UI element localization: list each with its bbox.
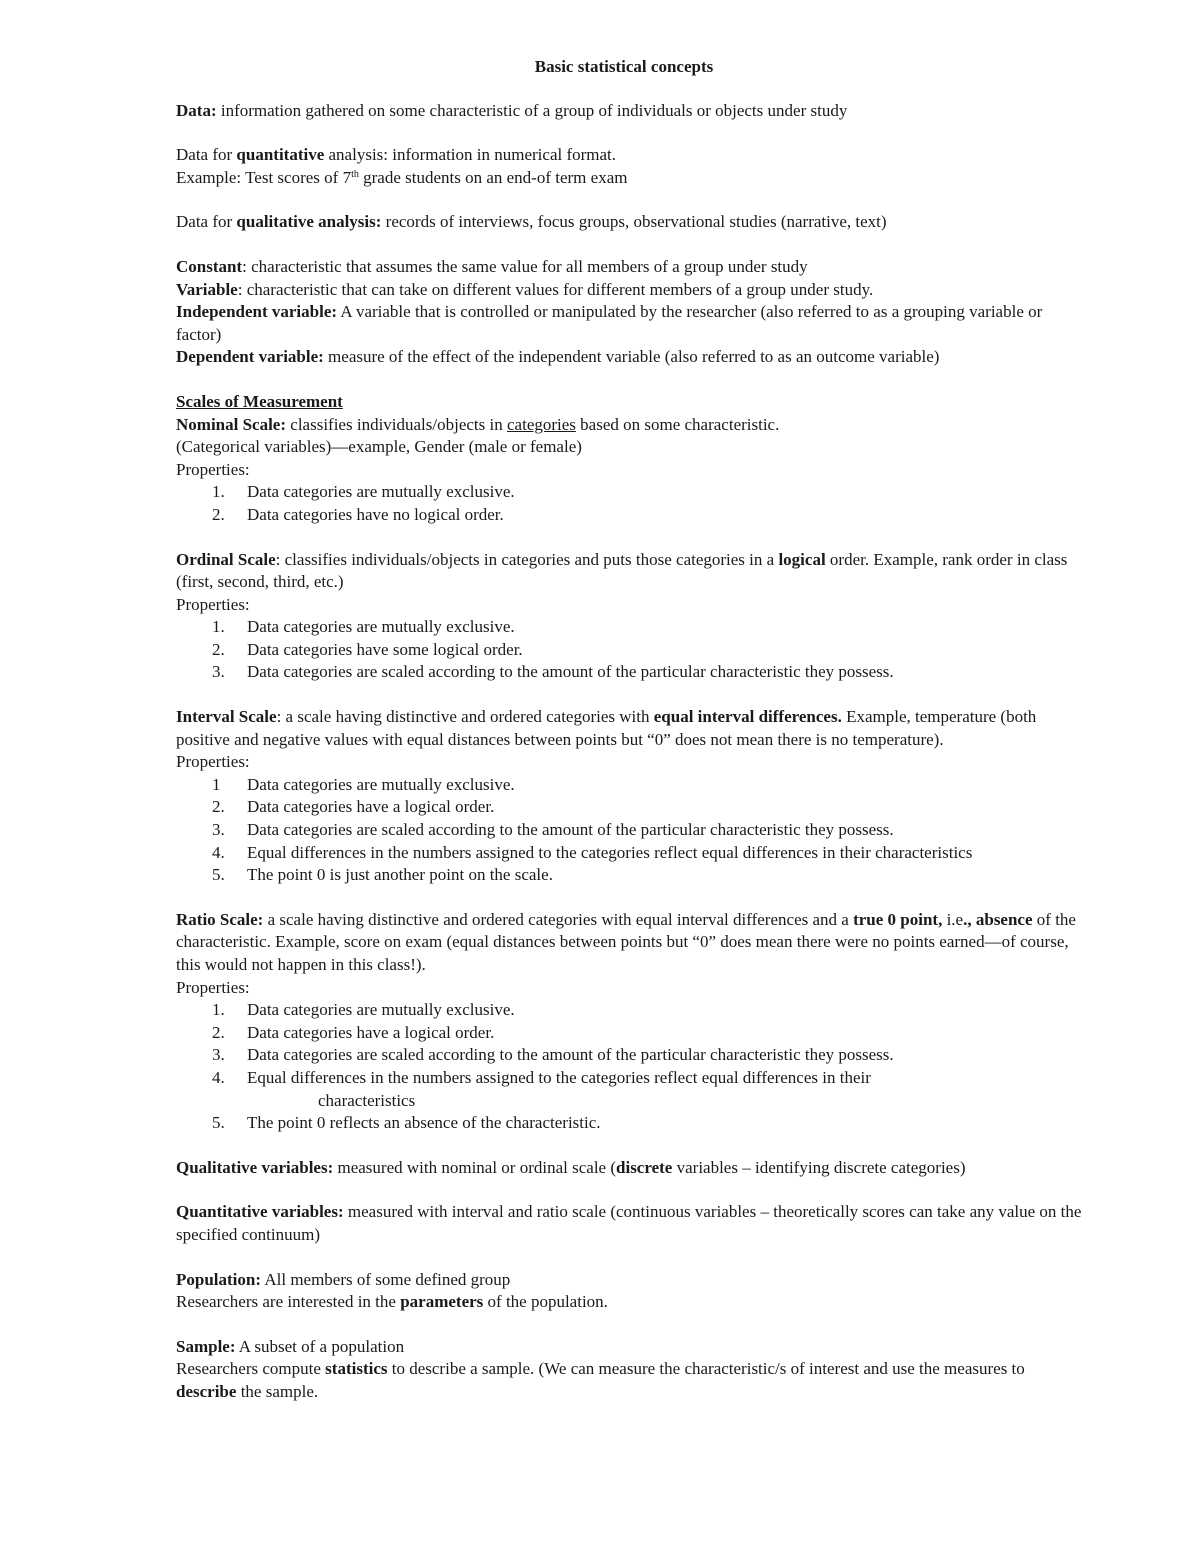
list-item: [176, 1067, 1086, 1112]
list-number: 4.: [212, 842, 225, 862]
term-variable: Variable: [176, 279, 238, 299]
list-number: 3.: [212, 1045, 225, 1065]
text: of the population.: [483, 1292, 608, 1312]
text: Data for: [176, 145, 237, 165]
variable-definition: [176, 279, 1086, 302]
list-number: 4.: [212, 1067, 225, 1087]
term-constant: Constant: [176, 256, 243, 276]
list-text: Data categories are scaled according to the amount of the particular characteristic they possess.: [247, 820, 894, 840]
definition-text: information gathered on some characteristic of a group of individuals or objects under study: [220, 100, 848, 120]
dependent-variable-definition: [176, 346, 1086, 369]
nominal-scale-definition: [176, 414, 1086, 437]
quantitative-variables-definition: [176, 1201, 1086, 1246]
term-qualitative-variables: Qualitative variables:: [176, 1157, 334, 1177]
list-item: [176, 999, 1086, 1022]
term-sample: Sample:: [176, 1336, 236, 1356]
term-dependent-variable: Dependent variable:: [176, 347, 324, 367]
list-text: Data categories have some logical order.: [247, 639, 523, 659]
underlined-text: categories: [507, 414, 576, 434]
definition-text: : characteristic that can take on different values for different members of a group under study.: [237, 279, 874, 299]
text: variables – identifying discrete categories): [672, 1157, 966, 1177]
list-item: [176, 774, 1086, 797]
interval-scale-definition: [176, 706, 1086, 751]
list-text: Data categories have a logical order.: [247, 1022, 495, 1042]
bold-text: true 0 point,: [853, 909, 943, 929]
term-independent-variable: Independent variable:: [176, 302, 338, 322]
quantitative-example: [176, 167, 1086, 190]
ordinal-properties-list: [176, 616, 1086, 684]
term-nominal-scale: Nominal Scale:: [176, 414, 287, 434]
list-item: [176, 1022, 1086, 1045]
document-page: [176, 56, 1086, 1404]
text: i.e: [942, 909, 964, 929]
text: Researchers are interested in the: [176, 1292, 401, 1312]
list-item: [176, 639, 1086, 662]
text: Example: Test scores of 7: [176, 167, 352, 187]
list-item: [176, 796, 1086, 819]
list-number: 5.: [212, 865, 225, 885]
constant-definition: [176, 256, 1086, 279]
list-item: [176, 1044, 1086, 1067]
term-data: Data:: [176, 100, 221, 120]
list-text: Equal differences in the numbers assigned to the categories reflect equal differences in their characteristics: [247, 842, 973, 862]
term-qualitative: qualitative analysis:: [236, 212, 382, 232]
bold-text: equal interval differences.: [653, 707, 842, 727]
list-text: The point 0 reflects an absence of the characteristic.: [247, 1113, 601, 1133]
bold-text: ., absence: [963, 909, 1033, 929]
interval-properties-list: [176, 774, 1086, 887]
list-number: 2.: [212, 1022, 225, 1042]
term-quantitative: quantitative: [236, 145, 325, 165]
list-text: Data categories are scaled according to the amount of the particular characteristic they possess.: [247, 1045, 894, 1065]
definition-text: measured with interval and ratio scale (continuous variables – theoretically scores can take any value on the specified continuum): [176, 1202, 1082, 1244]
list-text: Equal differences in the numbers assigned to the categories reflect equal differences in their: [247, 1067, 871, 1087]
properties-label: Properties:: [176, 594, 250, 614]
sample-definition: [176, 1336, 1086, 1359]
scales-heading: Scales of Measurement: [176, 391, 343, 411]
list-text-continued: characteristics: [318, 1090, 416, 1110]
ordinal-scale-definition: [176, 549, 1086, 594]
properties-label: Properties:: [176, 977, 250, 997]
bold-text: parameters: [400, 1292, 484, 1312]
text: : classifies individuals/objects in categories and puts those categories in a: [275, 549, 779, 569]
text: measured with nominal or ordinal scale (: [333, 1157, 617, 1177]
list-item: [176, 1112, 1086, 1135]
definition-text: A variable that is controlled or manipulated by the researcher (also referred to as a grouping variable or factor): [176, 302, 1043, 344]
nominal-properties-list: [176, 481, 1086, 526]
nominal-scale-example: (Categorical variables)—example, Gender (male or female): [176, 437, 582, 457]
text: classifies individuals/objects in: [286, 414, 507, 434]
text: order. Example, rank order in class (first, second, third, etc.): [176, 549, 1068, 592]
term-population: Population:: [176, 1269, 262, 1289]
list-number: 2.: [212, 504, 225, 524]
text: Researchers compute: [176, 1359, 326, 1379]
list-text: Data categories are mutually exclusive.: [247, 774, 515, 794]
bold-text: describe: [176, 1381, 237, 1401]
text: a scale having distinctive and ordered categories with equal interval differences and a: [263, 909, 854, 929]
list-item: [176, 616, 1086, 639]
list-text: Data categories have no logical order.: [247, 504, 504, 524]
term-ratio-scale: Ratio Scale:: [176, 909, 264, 929]
qualitative-definition: [176, 211, 1086, 234]
list-number: 1: [212, 774, 221, 794]
ratio-scale-definition: [176, 909, 1086, 977]
bold-text: statistics: [325, 1359, 388, 1379]
bold-text: logical: [778, 549, 826, 569]
bold-text: discrete: [616, 1157, 673, 1177]
list-item: [176, 481, 1086, 504]
document-title: Basic statistical concepts: [534, 57, 714, 76]
definition-text: All members of some defined group: [261, 1269, 511, 1289]
term-interval-scale: Interval Scale: [176, 707, 277, 727]
list-number: 5.: [212, 1113, 225, 1133]
population-definition: [176, 1269, 1086, 1292]
ratio-properties-list: [176, 999, 1086, 1135]
sample-statistics: [176, 1358, 1086, 1403]
list-item: [176, 819, 1086, 842]
list-number: 1.: [212, 617, 225, 637]
quantitative-definition: [176, 144, 1086, 167]
term-ordinal-scale: Ordinal Scale: [176, 549, 276, 569]
list-number: 1.: [212, 482, 225, 502]
list-text: Data categories are scaled according to the amount of the particular characteristic they possess.: [247, 662, 894, 682]
definition-text: records of interviews, focus groups, observational studies (narrative, text): [381, 212, 887, 232]
list-number: 1.: [212, 1000, 225, 1020]
definition-text: A subset of a population: [235, 1336, 405, 1356]
term-quantitative-variables: Quantitative variables:: [176, 1202, 344, 1222]
data-definition: [176, 100, 1086, 123]
list-item: [176, 842, 1086, 865]
list-text: Data categories are mutually exclusive.: [247, 617, 515, 637]
qualitative-variables-definition: [176, 1157, 1086, 1180]
list-number: 2.: [212, 797, 225, 817]
independent-variable-definition: [176, 301, 1086, 346]
list-number: 2.: [212, 639, 225, 659]
population-parameters: [176, 1291, 1086, 1314]
text: based on some characteristic.: [575, 414, 780, 434]
definition-text: measure of the effect of the independent variable (also referred to as an outcome variable): [323, 347, 940, 367]
list-text: Data categories are mutually exclusive.: [247, 482, 515, 502]
text: Data for: [176, 212, 237, 232]
text: Example, temperature (both positive and negative values with equal distances between points but “0” does not mean there is no temperature).: [176, 707, 1037, 749]
list-item: [176, 661, 1086, 684]
list-text: The point 0 is just another point on the scale.: [247, 865, 553, 885]
text: to describe a sample. (We can measure the characteristic/s of interest and use the measures to: [387, 1359, 1025, 1379]
text: of the characteristic. Example, score on exam (equal distances between points but “0” does mean there were no points earned—of course, this would not happen in this class!).: [176, 909, 1076, 974]
list-text: Data categories have a logical order.: [247, 797, 495, 817]
text: the sample.: [236, 1381, 319, 1401]
properties-label: Properties:: [176, 752, 250, 772]
list-item: [176, 864, 1086, 887]
text: : a scale having distinctive and ordered categories with: [276, 707, 654, 727]
definition-text: analysis: information in numerical format.: [324, 145, 617, 165]
definition-text: : characteristic that assumes the same value for all members of a group under study: [242, 256, 808, 276]
list-number: 3.: [212, 662, 225, 682]
list-item: [176, 504, 1086, 527]
text: grade students on an end-of term exam: [358, 167, 628, 187]
list-number: 3.: [212, 820, 225, 840]
list-text: Data categories are mutually exclusive.: [247, 1000, 515, 1020]
properties-label: Properties:: [176, 459, 250, 479]
superscript: th: [351, 168, 359, 180]
